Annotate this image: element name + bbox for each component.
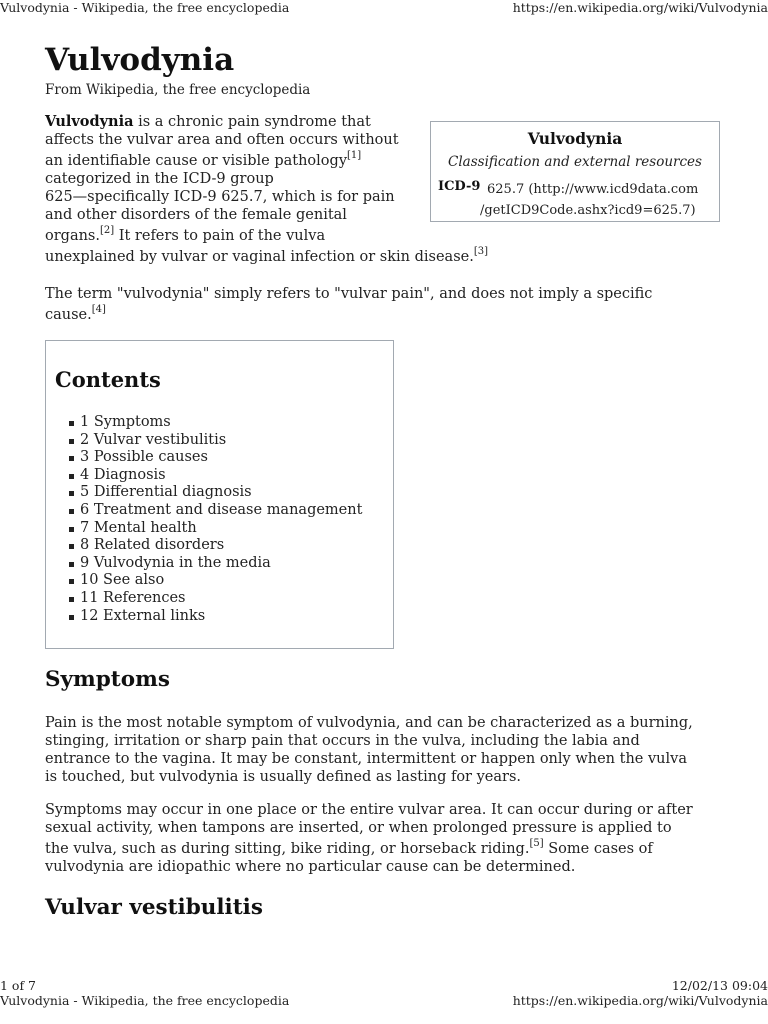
symptoms-paragraph-2: Symptoms may occur in one place or the entire vulvar area. It can occur during or after sexual activity, when tampons are inserted, or when prolonged pressure is applied to the vulva, such as during sitting, bike riding, or horseback riding.[5] Some cases of vulvodynia are idiopathic where no particular cause can be determined. [45,802,693,875]
intro-bold-term: Vulvodynia [45,113,134,130]
print-footer-datetime: 12/02/13 09:04 [671,978,768,993]
toc-item-differential-diagnosis[interactable]: 5 Differential diagnosis [80,484,362,502]
toc-item-diagnosis[interactable]: 4 Diagnosis [80,467,362,485]
ref-link-3[interactable]: [3] [473,246,488,258]
toc-item-treatment[interactable]: 6 Treatment and disease management [80,501,363,518]
infobox-title: Vulvodynia [527,129,623,148]
intro-paragraph: Vulvodynia is a chronic pain syndrome that affects the vulvar area and often occurs without an identifiable cause or visible pathology[1] categorized in the ICD-9 group 625—specifically ICD-9 625.7, which is for pain and other disorders of the female genital organs.[2] It refers to pain of the vulva unexplained by vulvar or vaginal infection or skin disease.[3] [45,113,488,265]
page-title: Vulvodynia [45,42,235,78]
infobox-icd9-value[interactable]: 625.7 (http://www.icd9data.com /getICD9Code.ashx?icd9=625.7) [480,182,699,218]
print-header-title: Vulvodynia - Wikipedia, the free encyclopedia [0,0,290,15]
ref-link-5[interactable]: [5] [529,838,544,850]
toc-item-mental-health[interactable]: 7 Mental health [80,520,362,538]
infobox-icd9-label[interactable]: ICD-9 [438,179,481,194]
toc-item-in-the-media[interactable]: 9 Vulvodynia in the media [80,555,362,573]
toc-item-references[interactable]: 11 References [80,590,362,608]
ref-link-2[interactable]: [2] [99,225,115,237]
toc-item-external-links[interactable]: 12 External links [80,608,362,626]
ref-link-4[interactable]: [4] [91,304,106,316]
infobox [430,121,720,222]
print-footer-page: 1 of 7 [0,978,37,993]
section-heading-vulvar-vestibulitis: Vulvar vestibulitis [45,895,263,920]
print-footer-url[interactable]: https://en.wikipedia.org/wiki/Vulvodynia [512,993,768,1008]
toc-item-see-also[interactable]: 10 See also [80,572,362,590]
print-header-url[interactable]: https://en.wikipedia.org/wiki/Vulvodynia [512,0,768,15]
section-heading-symptoms: Symptoms [45,667,170,692]
symptoms-paragraph-1: Pain is the most notable symptom of vulvodynia, and can be characterized as a burning, stinging, irritation or sharp pain that occurs in the vulva, including the labia and entrance to the vagina. It may be constant, intermittent or happen only when the vulva is touched, but vulvodynia is usually defined as lasting for years. [45,715,693,785]
toc-item-related-disorders[interactable]: 8 Related disorders [80,537,362,555]
print-footer-title: Vulvodynia - Wikipedia, the free encyclopedia [0,993,290,1008]
toc-item-vulvar-vestibulitis[interactable]: 2 Vulvar vestibulitis [80,432,362,450]
toc-item-symptoms[interactable]: 1 Symptoms [80,414,362,432]
ref-link-1[interactable]: [1] [347,150,362,162]
page-subtitle: From Wikipedia, the free encyclopedia [45,82,311,98]
toc-title: Contents [55,367,161,392]
term-paragraph: The term "vulvodynia" simply refers to "vulvar pain", and does not imply a specific cause.[4] [45,286,653,323]
infobox-subtitle: Classification and external resources [448,154,702,170]
toc-item-possible-causes[interactable]: 3 Possible causes [80,449,362,467]
toc-list [80,414,362,625]
table-of-contents [45,340,394,649]
